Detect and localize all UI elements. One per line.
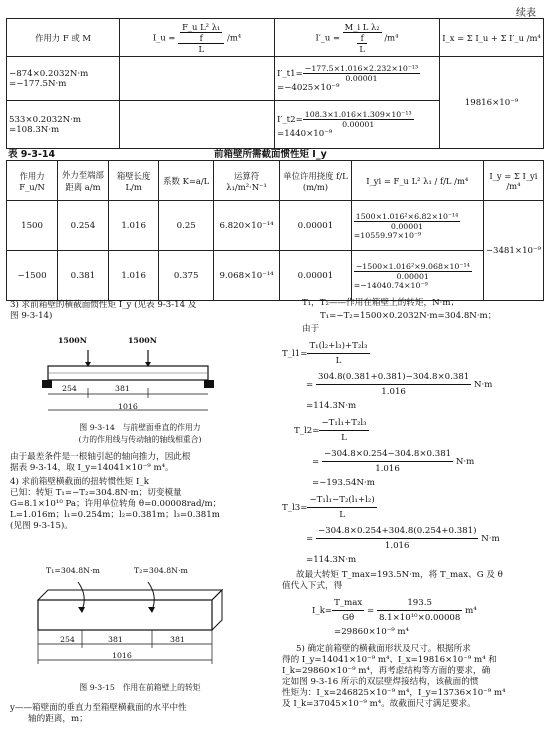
t1-header-iu-prime: I′_u = $\frac{\text{M\_i L λ₂}}{\frac{f}{L}}$ /m⁴ [275, 19, 440, 57]
t2-r2-dist: 0.381 [58, 251, 109, 301]
t1-r2-iu-prime: I′_t2= $\frac{\text{108.3×1.016×1.309×10⁻¹³}}{0.00001}$ =1440×10⁻⁹ [275, 101, 440, 149]
text-tmax-b: 值代入下式，得 [282, 581, 343, 591]
t1-header-ix: I_x = Σ I_u + Σ I′_u /m⁴ [440, 19, 544, 57]
fig2-caption: 图 9-3-15 作用在前箱壁上的转矩 [79, 683, 201, 692]
t1-r2-force: 533×0.2032N·m =108.3N·m [7, 101, 120, 149]
text-p5-6: 及 I_k=37045×10⁻⁹ m⁴。故截面尺寸满足要求。 [282, 699, 476, 709]
text-r3: 由于 [302, 324, 320, 334]
text-r2: T₁=−T₂=1500×0.2032N·m=304.8N·m； [320, 311, 497, 321]
text-p5-3: I_k=29860×10⁻⁹ m⁴，再考虑结构等方面的要求，确 [282, 666, 491, 676]
fig1-force2: 1500N [128, 336, 157, 345]
t1-r1-force: −874×0.2032N·m =−177.5N·m [7, 57, 120, 101]
t1-header-force: 作用力 F 或 M [7, 19, 120, 57]
eq-tl3-result: =114.3N·m [306, 555, 357, 565]
fig2-t1: T₁=304.8N·m [46, 566, 100, 575]
eq-tl2-step: = $\frac{-304.8\times 0.254-304.8\times 0.381}{1.016}$ N·m [312, 449, 475, 474]
fig1-force1: 1500N [58, 336, 87, 345]
text-p4: 4) 求前箱壁横截面的扭转惯性矩 I_k [10, 477, 149, 487]
t2-h-force: 作用力 F_u/N [7, 161, 58, 201]
t2-r1-defl: 0.00001 [280, 201, 352, 251]
table-row [7, 251, 544, 301]
text-p3b: 图 9-3-14) [10, 311, 53, 321]
t1-ix-value: 19816×10⁻⁹ [440, 57, 544, 149]
t2-r2-coef: 0.375 [159, 251, 213, 301]
text-p5-2: 得的 I_y=14041×10⁻⁹ m⁴、I_x=19816×10⁻⁹ m⁴ 和 [282, 655, 497, 665]
text-r1: T₁，T₂——作用在箱壁上的转矩，N·m； [302, 298, 460, 308]
figure-9-3-15 [26, 560, 236, 680]
fig2-total: 1016 [112, 651, 132, 660]
t2-r1-dist: 0.254 [58, 201, 109, 251]
fig1-dim1: 254 [62, 384, 77, 393]
eq-ik-result: =29860×10⁻⁹ m⁴ [334, 627, 409, 637]
table-continued [6, 18, 544, 149]
text-tmax-a: 故最大转矩 T_max=193.5N·m，将 T_max、G 及 θ [296, 570, 503, 580]
t2-h-iy: I_yi = F_u L² λ₁ / f/L /m⁴ [351, 161, 483, 201]
t2-r2-iy: $\frac{\text{−1500×1.016²×9.068×10⁻¹⁴}}{0.00001}$ =−14040.74×10⁻⁹ [351, 251, 483, 301]
continued-label: 续表 [516, 8, 536, 19]
text-p-a: 由于最差条件是一根轴引起的轴向推力，因此根 [10, 452, 191, 462]
t2-iy-total: −3481×10⁻⁹ [483, 201, 543, 301]
t2-r2-force: −1500 [7, 251, 58, 301]
text-p5-1: 5) 确定前箱壁的横截面形状及尺寸。根据所求 [296, 644, 471, 654]
t2-r1-coef: 0.25 [159, 201, 213, 251]
t2-r1-iy: $\frac{\text{1500×1.016²×6.82×10⁻¹⁴}}{0.00001}$ =10559.97×10⁻⁹ [351, 201, 483, 251]
text-ya: y——箱壁面的垂直力至箱壁横截面的水平中性 [10, 703, 187, 713]
t1-r1-iu [120, 57, 275, 101]
table2-label: 表 9-3-14 [8, 149, 56, 160]
t1-r2-iu [120, 101, 275, 149]
t2-r1-len: 1.016 [108, 201, 159, 251]
eq-tl3-step: = $\frac{-304.8\times 0.254+304.8(0.254+0.381)}{1.016}$ N·m [306, 526, 500, 551]
t1-r1-iu-prime: I′_t1= $\frac{\text{−177.5×1.016×2.232×10⁻¹³}}{0.00001}$ =−4025×10⁻⁹ [275, 57, 440, 101]
text-p5b: G=8.1×10¹⁰ Pa；许用单位转角 θ=0.00008rad/m； [10, 499, 222, 509]
fig1-caption2: (力的作用线与传动轴的轴线相重合) [78, 435, 202, 444]
eq-tl1-result: =114.3N·m [306, 401, 357, 411]
t2-h-coef: 系数 K=a/L [159, 161, 213, 201]
t2-r2-defl: 0.00001 [280, 251, 352, 301]
t1-header-iu: I_u = $\frac{\frac{\text{F\_u L² λ₁}}{f}}{L}$ /m⁴ [120, 19, 275, 57]
fig1-total: 1016 [118, 402, 138, 411]
text-p5-5: 性矩为：I_x=246825×10⁻⁹ m⁴，I_y=13736×10⁻⁹ m⁴ [282, 688, 506, 698]
fig2-d2: 381 [108, 635, 123, 644]
text-p5-4: 定如图 9-3-16 所示的双层壁焊接结构，该截面的惯 [282, 677, 479, 687]
fig1-dim2: 381 [115, 384, 130, 393]
fig2-d1: 254 [60, 635, 75, 644]
t2-h-calc: 运算符 λ₁/m²·N⁻¹ [213, 161, 279, 201]
t2-r2-calc: 9.068×10⁻¹⁴ [213, 251, 279, 301]
table-9-3-14 [6, 160, 544, 301]
text-p3a: 3) 求前箱壁的横截面惯性矩 I_y (见表 9-3-14 及 [10, 300, 197, 310]
fig2-d3: 381 [170, 635, 185, 644]
t2-h-iyt: I_y = Σ I_yi /m⁴ [483, 161, 543, 201]
t2-r2-len: 1.016 [108, 251, 159, 301]
fig2-t2: T₂=304.8N·m [134, 566, 188, 575]
fig1-caption1: 图 9-3-14 与前壁面垂直的作用力 [79, 423, 201, 432]
eq-tl1-step: = $\frac{304.8(0.381+0.381)-304.8\times 0.381}{1.016}$ N·m [306, 372, 493, 397]
eq-ik: I_k= $\frac{T\_\max}{G\theta}$ = $\frac{193.5}{\text{8.1×10¹⁰×0.00008}}$ m⁴ [312, 598, 477, 623]
t2-h-defl: 单位许用挠度 f/L (m/m) [280, 161, 352, 201]
table-row [7, 201, 544, 251]
t2-r1-calc: 6.820×10⁻¹⁴ [213, 201, 279, 251]
text-p5a: 已知：转矩 T₁=−T₂=304.8N·m；切变模量 [10, 488, 182, 498]
text-p5d: (见图 9-3-15)。 [10, 521, 73, 531]
text-p5c: L=1.016m；l₁=0.254m；l₂=0.381m；l₃=0.381m [10, 510, 220, 520]
table2-title: 前箱壁所需截面惯性矩 I_y [214, 149, 327, 160]
t2-h-dist: 外力至端部距离 a/m [58, 161, 109, 201]
eq-tl2-result: =−193.54N·m [312, 478, 375, 488]
text-yb: 轴的距离，m； [28, 714, 88, 724]
t2-r1-force: 1500 [7, 201, 58, 251]
text-p-b: 据表 9-3-14，取 I_y=14041×10⁻⁹ m⁴。 [10, 463, 174, 473]
t2-h-len: 箱壁长度 L/m [108, 161, 159, 201]
eq-tl1: T_l1= $\frac{\text{T₁(l₂+l₃)+T₂l₃}}{L}$ [282, 341, 368, 366]
eq-tl2: T_l2= $\frac{\text{−T₁l₁+T₂l₃}}{L}$ [294, 418, 367, 443]
eq-tl3: T_l3= $\frac{\text{−T₁l₁−T₂(l₁+l₂)}}{L}$ [282, 495, 375, 520]
